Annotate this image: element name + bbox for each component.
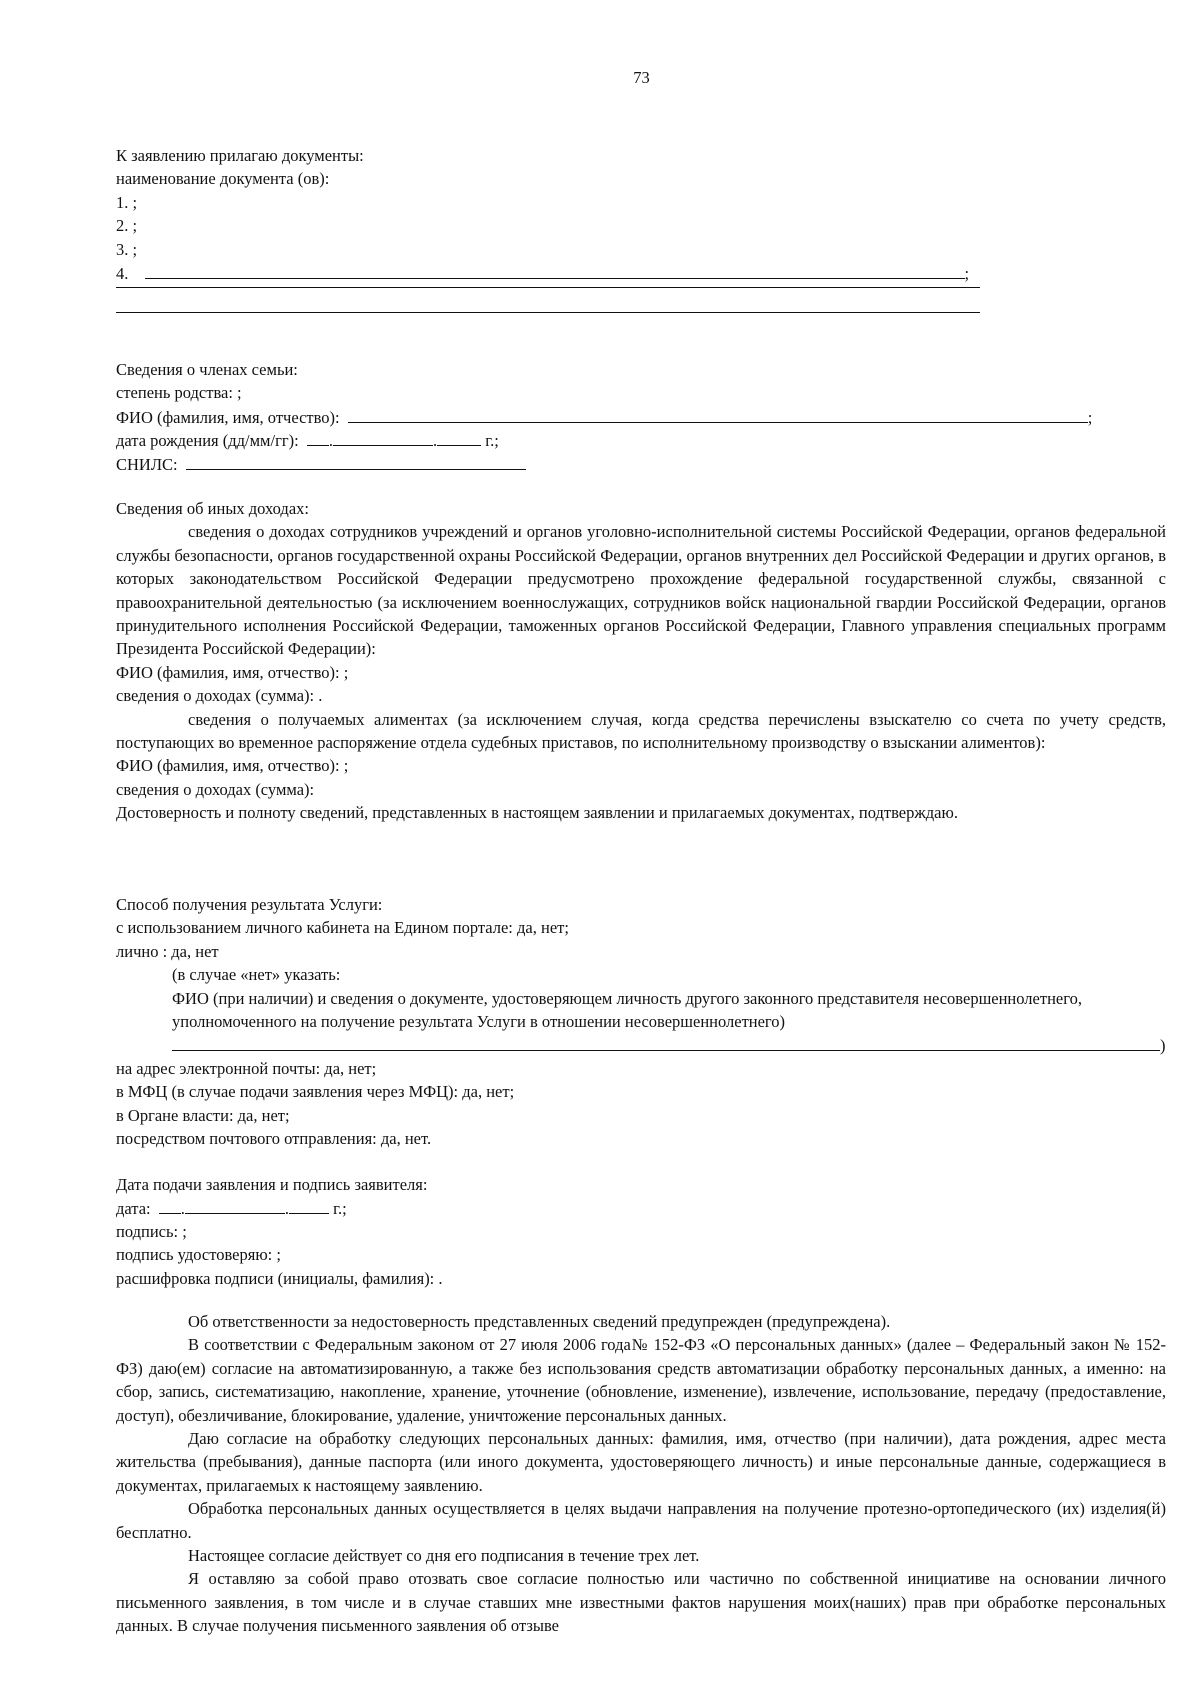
income-sum-1: сведения о доходах (сумма): . xyxy=(116,686,323,706)
signature-field: подпись: ; xyxy=(116,1221,187,1241)
income-heading: Сведения об иных доходах: xyxy=(116,499,309,518)
birth-date-label: дата рождения (дд/мм/гг): xyxy=(116,431,299,451)
attachment-item-4-number: 4. xyxy=(116,263,129,283)
liability-paragraph: Об ответственности за недостоверность представленных сведений предупрежден (предупреждена). xyxy=(188,1312,891,1331)
family-fio-line[interactable] xyxy=(348,405,1088,423)
page-number: 73 xyxy=(633,68,650,87)
kinship-field: степень родства: ; xyxy=(116,383,242,403)
method-email: на адрес электронной почты: да, нет; xyxy=(116,1058,377,1078)
document-name-label: наименование документа (ов): xyxy=(116,169,330,189)
submission-day-line[interactable] xyxy=(159,1196,181,1214)
attachment-item-2: 2. ; xyxy=(116,216,138,236)
attachment-item-4 xyxy=(116,261,1166,284)
income-fio-2: ФИО (фамилия, имя, отчество): ; xyxy=(116,756,349,776)
snils-label: СНИЛС: xyxy=(116,454,178,474)
family-heading: Сведения о членах семьи: xyxy=(116,360,298,379)
attachment-item-1: 1. ; xyxy=(116,192,138,212)
attachment-item-4-line[interactable] xyxy=(145,261,965,279)
consent-section xyxy=(116,1310,1166,1638)
birth-day-line[interactable] xyxy=(307,428,329,446)
signature-decode-field: расшифровка подписи (инициалы, фамилия): . xyxy=(116,1268,443,1288)
delivery-method-section xyxy=(116,893,1166,1150)
attachment-extra-line-2[interactable] xyxy=(116,311,980,313)
method-heading: Способ получения результата Услуги: xyxy=(116,895,383,914)
representative-line[interactable] xyxy=(172,1033,1160,1051)
snils-row xyxy=(116,452,1166,475)
birth-date-row xyxy=(116,428,1166,451)
method-representative-line-row xyxy=(116,1033,1166,1056)
family-section xyxy=(116,358,1166,475)
birth-year-line[interactable] xyxy=(437,428,481,446)
birth-date-separator: . xyxy=(432,431,438,451)
attachment-item-3: 3. ; xyxy=(116,239,138,259)
submission-month-line[interactable] xyxy=(185,1196,285,1214)
data-list-paragraph: Даю согласие на обработку следующих персональных данных: фамилия, имя, отчество (при наличии), дата рождения, адрес места жительства (пребывания), данные паспорта (или иного документа, удостоверяющего личность) и иные персональные данные, содержащиеся в документах, прилагаемых к настоящему заявлению. xyxy=(116,1429,1166,1495)
birth-month-line[interactable] xyxy=(333,428,433,446)
personal-data-consent-paragraph: В соответствии с Федеральным законом от 27 июля 2006 года№ 152-ФЗ «О персональных данных» (далее – Федеральный закон № 152-ФЗ) даю(ем) согласие на автоматизированную, а также без использования средств автоматизации обработку персональных данных, а именно: на сбор, запись, систематизацию, накопление, хранение, уточнение (обновление, изменение), извлечение, использование, передачу (предоставление, доступ), обезличивание, блокирование, удаление, уничтожение персональных данных. xyxy=(116,1335,1166,1425)
submission-date-end: г.; xyxy=(329,1199,347,1219)
attachment-item-4-end: ; xyxy=(964,263,970,283)
method-representative-text: ФИО (при наличии) и сведения о документе, удостоверяющем личность другого законного представителя несовершеннолетнего, уполномоченного на получение результата Услуги в отношении несовершеннолетнего) xyxy=(172,988,1082,1031)
family-fio-row xyxy=(116,405,1166,428)
birth-date-separator: . xyxy=(328,431,333,451)
submission-date-row xyxy=(116,1196,1166,1219)
family-fio-end: ; xyxy=(1087,407,1093,427)
attachments-heading: К заявлению прилагаю документы: xyxy=(116,146,364,165)
attachment-extra-line-1[interactable] xyxy=(116,286,980,288)
representative-line-close: ) xyxy=(1160,1036,1166,1056)
attachments-section xyxy=(116,144,1166,313)
submission-date-label: дата: xyxy=(116,1199,151,1219)
submission-year-line[interactable] xyxy=(289,1196,329,1214)
signature-heading: Дата подачи заявления и подпись заявителя: xyxy=(116,1175,428,1194)
method-authority: в Органе власти: да, нет; xyxy=(116,1105,290,1125)
validity-paragraph: Настоящее согласие действует со дня его подписания в течение трех лет. xyxy=(188,1546,700,1566)
confirmation-text: Достоверность и полноту сведений, представленных в настоящем заявлении и прилагаемых документах, подтверждаю. xyxy=(116,803,958,823)
birth-date-end: г.; xyxy=(481,431,499,451)
revocation-paragraph: Я оставляю за собой право отозвать свое согласие полностью или частично по собственной инициативе на основании личного письменного заявления, в том числе и в случае ставших мне известными фактов нарушения моих(наших) прав при обработке персональных данных. В случае получения письменного заявления об отзыве xyxy=(116,1569,1166,1636)
snils-line[interactable] xyxy=(186,452,526,470)
method-personal: лично : да, нет xyxy=(116,941,219,961)
method-if-no: (в случае «нет» указать: xyxy=(172,965,341,985)
income-alimony-paragraph: сведения о получаемых алиментах (за исключением случая, когда средства перечислены взыскателю со счета по учету средств, поступающих во временное распоряжение отдела судебных приставов, по исполнительному производству о взыскании алиментов): xyxy=(116,709,1166,753)
processing-purpose-paragraph: Обработка персональных данных осуществляется в целях выдачи направления на получение протезно-ортопедического (их) изделия(й) бесплатно. xyxy=(116,1499,1166,1542)
income-section xyxy=(116,497,1166,825)
submission-date-separator: . xyxy=(180,1199,185,1219)
family-fio-label: ФИО (фамилия, имя, отчество): xyxy=(116,407,340,427)
method-portal: с использованием личного кабинета на Едином портале: да, нет; xyxy=(116,918,569,938)
signature-section xyxy=(116,1173,1166,1290)
method-mfc: в МФЦ (в случае подачи заявления через МФЦ): да, нет; xyxy=(116,1082,515,1102)
income-sum-2: сведения о доходах (сумма): xyxy=(116,779,315,799)
signature-certify-field: подпись удостоверяю: ; xyxy=(116,1245,281,1265)
income-fio-1: ФИО (фамилия, имя, отчество): ; xyxy=(116,662,349,682)
income-law-enforcement-paragraph: сведения о доходах сотрудников учреждений и органов уголовно-исполнительной системы Российской Федерации, органов федеральной службы безопасности, органов государственной охраны Российской Федерации, органов внутренних дел Российской Федерации и других органов, в которых законодательством Российской Федерации предусмотрено прохождение федеральной государственной службы, связанной с правоохранительной деятельностью (за исключением военнослужащих, сотрудников войск национальной гвардии Российской Федерации, органов принудительного исполнения Российской Федерации, таможенных органов Российской Федерации, Главного управления специальных программ Президента Российской Федерации): xyxy=(116,522,1166,659)
submission-date-separator: . xyxy=(284,1199,289,1219)
method-post: посредством почтового отправления: да, нет. xyxy=(116,1128,432,1148)
